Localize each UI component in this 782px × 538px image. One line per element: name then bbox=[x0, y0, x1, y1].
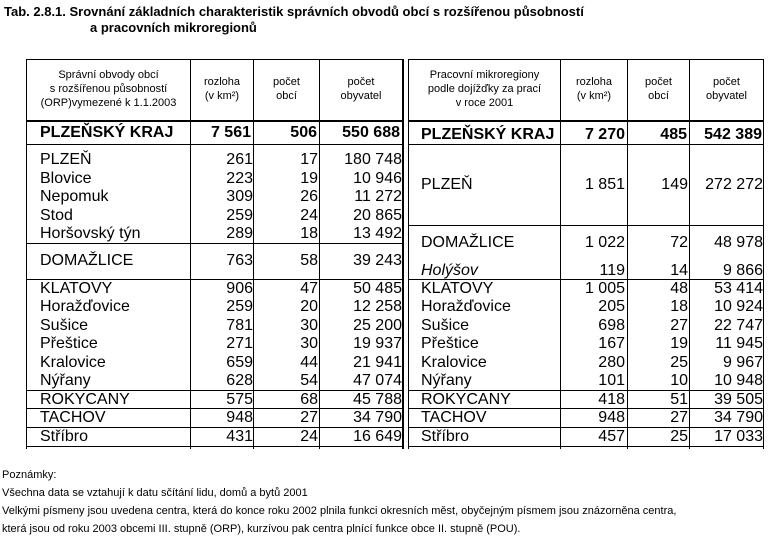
left-group-rule-3 bbox=[26, 390, 402, 391]
right-cell-count: 51 bbox=[670, 391, 688, 408]
right-cell-count: 72 bbox=[670, 234, 688, 251]
right-table-row bbox=[408, 176, 764, 194]
right-cell-pop: 48 978 bbox=[714, 234, 763, 251]
right-cell-count: 25 bbox=[670, 354, 688, 371]
right-cell-area: 1 022 bbox=[584, 234, 625, 251]
left-cell-name: Stod bbox=[40, 207, 73, 224]
left-cell-pop: 20 865 bbox=[353, 207, 402, 224]
right-cell-pop: 39 505 bbox=[714, 391, 763, 408]
right-cell-name: DOMAŽLICE bbox=[421, 234, 515, 251]
note-line: která jsou od roku 2003 obcemi III. stupně (ORP), kurzívou pak centra plnící funkce obce II. stupně (POU). bbox=[2, 523, 521, 535]
left-cell-area: 628 bbox=[226, 372, 253, 389]
right-header-rule bbox=[408, 120, 764, 122]
right-cell-area: 418 bbox=[598, 391, 625, 408]
left-cell-name: DOMAŽLICE bbox=[40, 252, 134, 269]
left-cell-name: TACHOV bbox=[40, 409, 106, 426]
left-cell-area: 309 bbox=[226, 188, 253, 205]
right-cell-pop: 10 948 bbox=[714, 372, 763, 389]
right-total-area: 7 270 bbox=[584, 126, 625, 143]
left-cell-count: 54 bbox=[300, 372, 318, 389]
left-cell-count: 17 bbox=[300, 151, 318, 168]
right-cell-count: 10 bbox=[670, 372, 688, 389]
left-bottom-border bbox=[26, 446, 402, 447]
left-cell-count: 68 bbox=[300, 391, 318, 408]
right-cell-count: 149 bbox=[661, 176, 688, 193]
left-cell-count: 47 bbox=[300, 280, 318, 297]
left-header-name: Správní obvody obcí s rozšířenou působností (ORP)vymezené k 1.1.2003 bbox=[40, 69, 177, 109]
left-cell-count: 58 bbox=[300, 252, 318, 269]
left-cell-name: KLATOVY bbox=[40, 280, 113, 297]
left-cell-name: Horšovský týn bbox=[40, 225, 141, 242]
left-cell-area: 271 bbox=[226, 335, 253, 352]
left-table-row bbox=[26, 151, 402, 169]
right-cell-area: 205 bbox=[598, 298, 625, 315]
right-table-row bbox=[408, 428, 764, 446]
left-cell-name: PLZEŇ bbox=[40, 151, 92, 168]
right-cell-area: 457 bbox=[598, 428, 625, 445]
right-cell-area: 948 bbox=[598, 409, 625, 426]
left-cell-count: 24 bbox=[300, 428, 318, 445]
left-cell-pop: 12 258 bbox=[353, 298, 402, 315]
left-top-border bbox=[26, 59, 402, 60]
right-cell-area: 119 bbox=[599, 262, 625, 279]
title-line-1: Tab. 2.8.1. Srovnání základních charakteristik správních obvodů obcí s rozšířenou působností bbox=[4, 4, 584, 19]
left-group-rule-5 bbox=[26, 427, 402, 428]
left-cell-pop: 19 937 bbox=[353, 335, 402, 352]
right-cell-area: 1 005 bbox=[584, 280, 625, 297]
right-table-row bbox=[408, 234, 764, 252]
left-cell-count: 19 bbox=[300, 170, 318, 187]
right-cell-count: 27 bbox=[670, 317, 688, 334]
left-cell-count: 27 bbox=[300, 409, 318, 426]
right-table-row bbox=[408, 409, 764, 427]
title-line-2: a pracovních mikroregionů bbox=[90, 20, 257, 35]
notes-heading: Poznámky: bbox=[2, 469, 57, 481]
right-table-row bbox=[408, 391, 764, 409]
left-table-row bbox=[26, 298, 402, 316]
left-cell-area: 261 bbox=[226, 151, 253, 168]
left-table-row bbox=[26, 252, 402, 270]
left-cell-pop: 180 748 bbox=[344, 151, 402, 168]
right-total-rule bbox=[408, 144, 764, 145]
left-table-row bbox=[26, 188, 402, 206]
right-cell-name: Stříbro bbox=[421, 428, 470, 445]
left-cell-area: 906 bbox=[226, 280, 253, 297]
right-cell-area: 101 bbox=[598, 372, 625, 389]
left-cell-area: 781 bbox=[226, 317, 253, 334]
left-cell-name: Horažďovice bbox=[40, 298, 130, 315]
table-separator-left bbox=[402, 59, 404, 449]
left-cell-name: Nýřany bbox=[40, 372, 91, 389]
right-cell-area: 698 bbox=[598, 317, 625, 334]
left-table-row bbox=[26, 391, 402, 409]
left-header-area: rozloha (v km²) bbox=[203, 76, 241, 102]
left-cell-area: 431 bbox=[226, 428, 253, 445]
left-cell-count: 24 bbox=[300, 207, 318, 224]
right-cell-name: Horažďovice bbox=[421, 298, 511, 315]
right-cell-name: Přeštice bbox=[421, 335, 479, 352]
right-cell-name: ROKYCANY bbox=[421, 391, 511, 408]
right-cell-pop: 34 790 bbox=[714, 409, 763, 426]
right-header-area: rozloha (v km²) bbox=[575, 76, 613, 102]
left-total-name: PLZEŇSKÝ KRAJ bbox=[40, 124, 174, 141]
right-cell-area: 280 bbox=[598, 354, 625, 371]
right-group-rule-5 bbox=[408, 427, 764, 428]
left-table-row bbox=[26, 170, 402, 188]
left-cell-count: 18 bbox=[300, 225, 318, 242]
right-table-row bbox=[408, 298, 764, 316]
left-cell-area: 259 bbox=[226, 298, 253, 315]
left-cell-pop: 50 485 bbox=[353, 280, 402, 297]
left-cell-name: Sušice bbox=[40, 317, 89, 334]
left-cell-name: Nepomuk bbox=[40, 188, 109, 205]
left-cell-area: 575 bbox=[226, 391, 253, 408]
right-cell-name: Nýřany bbox=[421, 372, 472, 389]
left-table-row bbox=[26, 225, 402, 243]
right-header-name: Pracovní mikroregiony podle dojížďky za prací v roce 2001 bbox=[427, 69, 542, 109]
right-cell-count: 18 bbox=[670, 298, 688, 315]
right-cell-pop: 9 967 bbox=[722, 354, 763, 371]
left-cell-pop: 21 941 bbox=[353, 354, 402, 371]
right-table-row bbox=[408, 354, 764, 372]
left-cell-area: 948 bbox=[226, 409, 253, 426]
right-cell-count: 27 bbox=[670, 409, 688, 426]
left-table-row bbox=[26, 409, 402, 427]
left-cell-count: 20 bbox=[300, 298, 318, 315]
left-table-row bbox=[26, 207, 402, 225]
right-table-row bbox=[408, 335, 764, 353]
left-cell-pop: 10 946 bbox=[353, 170, 402, 187]
left-cell-count: 26 bbox=[300, 188, 318, 205]
left-table-row bbox=[26, 335, 402, 353]
right-cell-count: 19 bbox=[670, 335, 688, 352]
left-cell-pop: 45 788 bbox=[353, 391, 402, 408]
right-cell-pop: 22 747 bbox=[714, 317, 763, 334]
note-line: Všechna data se vztahují k datu sčítání lidu, domů a bytů 2001 bbox=[2, 487, 308, 499]
left-cell-pop: 13 492 bbox=[353, 225, 402, 242]
right-cell-count: 25 bbox=[670, 428, 688, 445]
left-cell-pop: 47 074 bbox=[353, 372, 402, 389]
right-group-rule-1 bbox=[408, 225, 764, 226]
left-table-row bbox=[26, 372, 402, 390]
left-cell-pop: 34 790 bbox=[353, 409, 402, 426]
right-top-border bbox=[408, 59, 764, 60]
right-cell-name: Holýšov bbox=[421, 262, 478, 279]
left-header-rule bbox=[26, 120, 402, 122]
right-table-row bbox=[408, 372, 764, 390]
left-header-pop: počet obyvatel bbox=[340, 76, 382, 102]
right-cell-name: TACHOV bbox=[421, 409, 487, 426]
right-cell-count: 14 bbox=[670, 262, 688, 279]
right-cell-pop: 10 924 bbox=[714, 298, 763, 315]
left-group-rule-1 bbox=[26, 243, 402, 244]
left-cell-count: 30 bbox=[300, 317, 318, 334]
table-title bbox=[4, 4, 584, 36]
right-group-rule-3 bbox=[408, 390, 764, 391]
left-total-count: 506 bbox=[290, 124, 317, 141]
left-cell-area: 289 bbox=[226, 225, 253, 242]
right-cell-name: PLZEŇ bbox=[421, 176, 473, 193]
left-cell-area: 223 bbox=[226, 170, 253, 187]
right-header-pop: počet obyvatel bbox=[706, 76, 747, 102]
right-cell-pop: 9 866 bbox=[722, 262, 763, 279]
left-cell-count: 30 bbox=[300, 335, 318, 352]
right-cell-name: KLATOVY bbox=[421, 280, 494, 297]
right-group-rule-4 bbox=[408, 408, 764, 409]
left-table-row bbox=[26, 317, 402, 335]
left-cell-area: 659 bbox=[226, 354, 253, 371]
right-table-row bbox=[408, 317, 764, 335]
right-header-count: počet obcí bbox=[645, 76, 672, 102]
right-total-name: PLZEŇSKÝ KRAJ bbox=[421, 126, 555, 143]
right-cell-pop: 11 945 bbox=[715, 335, 763, 352]
right-cell-area: 167 bbox=[598, 335, 625, 352]
right-bottom-border bbox=[408, 446, 764, 447]
left-cell-name: Stříbro bbox=[40, 428, 89, 445]
left-group-rule-4 bbox=[26, 408, 402, 409]
notes bbox=[2, 466, 676, 538]
left-cell-area: 763 bbox=[226, 252, 253, 269]
right-table-row bbox=[408, 262, 764, 280]
right-cell-count: 48 bbox=[670, 280, 688, 297]
note-line: Velkými písmeny jsou uvedena centra, která do konce roku 2002 plnila funkci okresních měst, obyčejným písmem jsou znázorněna centra, bbox=[2, 505, 677, 517]
left-cell-name: ROKYCANY bbox=[40, 391, 130, 408]
left-table-row bbox=[26, 280, 402, 298]
left-cell-count: 44 bbox=[300, 354, 318, 371]
left-cell-area: 259 bbox=[226, 207, 253, 224]
left-total-rule bbox=[26, 144, 402, 145]
left-total-area: 7 561 bbox=[210, 124, 251, 141]
left-table-row bbox=[26, 428, 402, 446]
left-cell-pop: 25 200 bbox=[353, 317, 402, 334]
left-table-row bbox=[26, 354, 402, 372]
left-cell-name: Přeštice bbox=[40, 335, 98, 352]
left-cell-pop: 16 649 bbox=[353, 428, 402, 445]
right-cell-pop: 17 033 bbox=[714, 428, 763, 445]
left-group-rule-2 bbox=[26, 279, 402, 280]
left-header-count: počet obcí bbox=[273, 76, 300, 102]
left-cell-pop: 11 272 bbox=[354, 188, 402, 205]
left-cell-pop: 39 243 bbox=[353, 252, 402, 269]
right-cell-pop: 53 414 bbox=[714, 280, 763, 297]
right-total-row bbox=[408, 126, 764, 144]
left-cell-name: Kralovice bbox=[40, 354, 106, 371]
right-total-pop: 542 389 bbox=[704, 126, 762, 143]
right-cell-name: Kralovice bbox=[421, 354, 487, 371]
right-cell-pop: 272 272 bbox=[705, 176, 763, 193]
right-cell-name: Sušice bbox=[421, 317, 470, 334]
left-total-row bbox=[26, 124, 402, 142]
left-cell-name: Blovice bbox=[40, 170, 92, 187]
right-total-count: 485 bbox=[660, 126, 687, 143]
right-group-rule-2 bbox=[408, 279, 764, 280]
right-cell-area: 1 851 bbox=[584, 176, 625, 193]
left-total-pop: 550 688 bbox=[342, 124, 400, 141]
right-table-row bbox=[408, 280, 764, 298]
